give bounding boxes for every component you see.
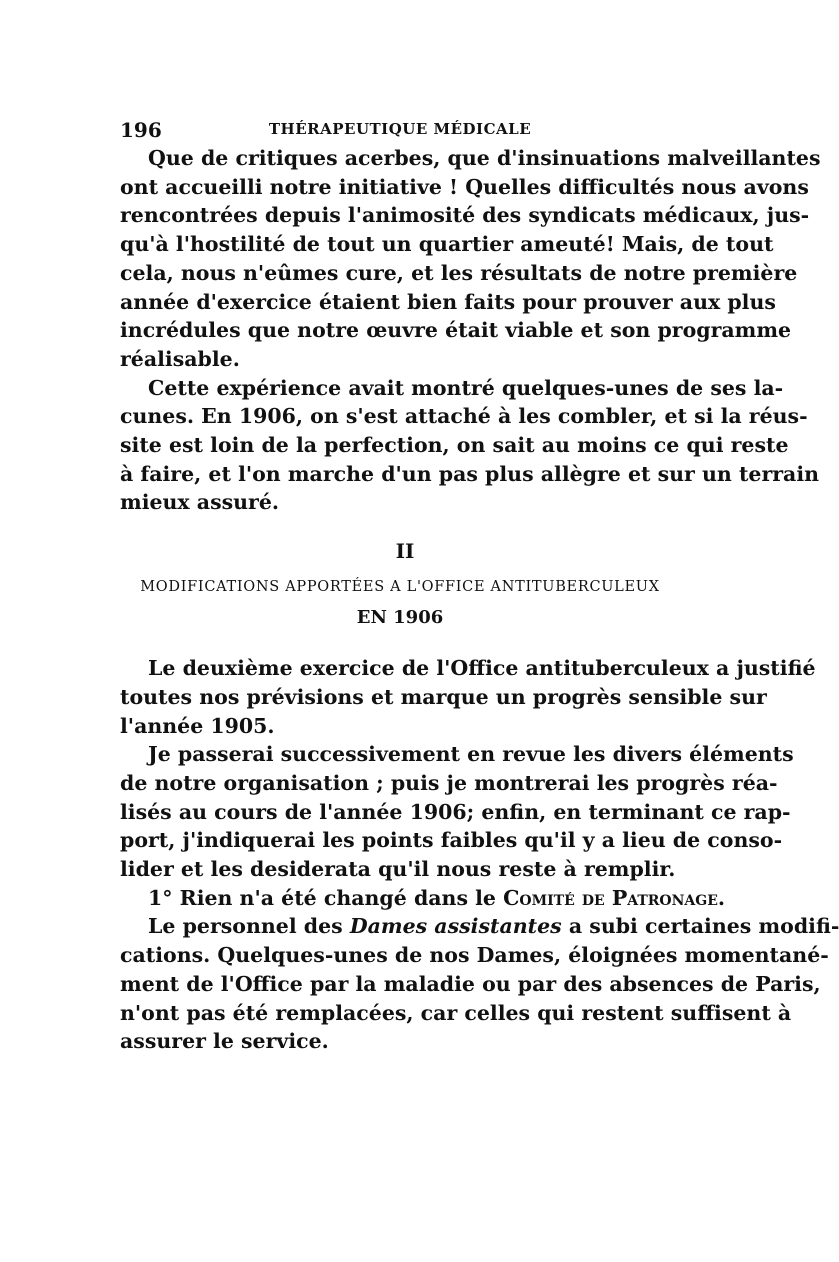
text-line: incrédules que notre œuvre était viable et son programme <box>120 318 792 343</box>
text-run: 1° Rien n'a été changé dans le <box>148 885 504 910</box>
text-line: ont accueilli notre initiative ! Quelles difficultés nous avons <box>120 174 809 199</box>
text-line: cunes. En 1906, on s'est attaché à les combler, et si la réus- <box>120 404 808 429</box>
text-line: l'année 1905. <box>120 713 275 738</box>
text-line: cations. Quelques-unes de nos Dames, éloignées momentané- <box>120 943 829 968</box>
running-title: THÉRAPEUTIQUE MÉDICALE <box>268 120 532 138</box>
text-line: port, j'indiquerai les points faibles qu'il y a lieu de conso- <box>120 828 783 853</box>
paragraph-critiques <box>120 144 821 374</box>
text-line <box>120 912 839 941</box>
text-line: de notre organisation ; puis je montrerai les progrès réa- <box>120 770 778 795</box>
text-line: n'ont pas été remplacées, car celles qui restent suffisent à <box>120 1000 792 1025</box>
text-line: Je passerai successivement en revue les divers éléments <box>148 742 794 767</box>
text-line: année d'exercice étaient bien faits pour prouver aux plus <box>120 289 776 314</box>
text-run: . <box>717 885 726 910</box>
text-line: Cette expérience avait montré quelques-unes de ses la- <box>148 375 784 400</box>
text-line <box>120 884 726 913</box>
text-line: assurer le service. <box>120 1029 329 1054</box>
text-run: Le personnel des <box>148 914 350 939</box>
text-line: rencontrées depuis l'animosité des syndicats médicaux, jus- <box>120 203 810 228</box>
text-line: mieux assuré. <box>120 490 280 515</box>
section-subtitle: EN 1906 <box>356 607 444 629</box>
text-line: lider et les desiderata qu'il nous reste à remplir. <box>120 857 676 882</box>
paragraph-experience <box>120 374 820 518</box>
paragraph-comite <box>120 884 726 913</box>
text-line: Le deuxième exercice de l'Office antituberculeux a justifié <box>148 656 816 681</box>
paragraph-revue <box>120 740 794 884</box>
text-line: site est loin de la perfection, on sait au moins ce qui reste <box>120 433 789 458</box>
page-number: 196 <box>120 118 162 142</box>
comite-de-patronage: Comité de Patronage <box>503 885 718 910</box>
section-number: II <box>395 539 415 564</box>
text-line: Que de critiques acerbes, que d'insinuations malveillantes <box>148 146 821 170</box>
running-header <box>120 118 680 144</box>
text-line: réalisable. <box>120 346 240 371</box>
text-run: a subi certaines modifi- <box>561 914 839 939</box>
text-line: ment de l'Office par la maladie ou par des absences de Paris, <box>120 971 821 996</box>
text-line: à faire, et l'on marche d'un pas plus allègre et sur un terrain <box>120 461 820 486</box>
text-line: toutes nos prévisions et marque un progrès sensible sur <box>120 684 767 709</box>
text-line: qu'à l'hostilité de tout un quartier ameuté! Mais, de tout <box>120 232 774 257</box>
paragraph-deuxieme-exercice <box>120 654 816 740</box>
paragraph-personnel <box>120 912 839 1056</box>
text-line: lisés au cours de l'année 1906; enfin, en terminant ce rap- <box>120 799 791 824</box>
text-line: cela, nous n'eûmes cure, et les résultats de notre première <box>120 260 798 285</box>
document-page <box>120 118 839 1056</box>
section-title: MODIFICATIONS APPORTÉES A L'OFFICE ANTITUBERCULEUX <box>140 579 660 596</box>
dames-assistantes: Dames assistantes <box>349 914 562 939</box>
